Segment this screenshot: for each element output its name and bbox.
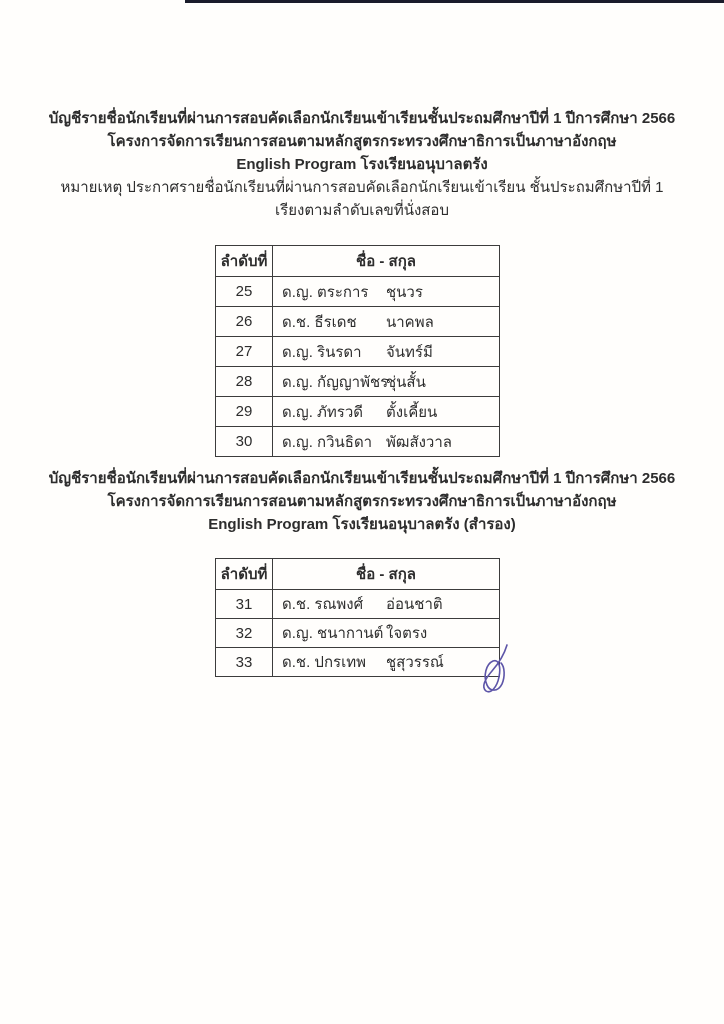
student-surname: พัฒสังวาล <box>386 433 452 451</box>
student-given-name: ด.ญ. ภัทรวดี <box>282 403 364 421</box>
table-row <box>216 276 499 306</box>
student-given-name: ด.ช. ปกรเทพ <box>282 654 366 671</box>
column-header-name: ชื่อ - สกุล <box>356 566 416 583</box>
note-line-2: เรียงตามลำดับเลขที่นั่งสอบ <box>275 202 449 219</box>
student-given-name: ด.ช. รณพงศ์ <box>282 596 364 613</box>
table-row <box>216 589 499 618</box>
column-header-number: ลำดับที่ <box>216 559 273 589</box>
results-table-main <box>215 245 500 457</box>
column-header-name: ชื่อ - สกุล <box>356 253 416 270</box>
student-given-name: ด.ช. ธีรเดช <box>282 313 357 331</box>
scan-edge-artifact <box>185 0 724 3</box>
student-surname: ใจตรง <box>386 625 428 642</box>
row-number: 29 <box>216 397 273 426</box>
announcement-header-1 <box>0 107 724 222</box>
row-number: 30 <box>216 427 273 456</box>
column-header-number: ลำดับที่ <box>216 246 273 276</box>
table-row <box>216 336 499 366</box>
table-row <box>216 396 499 426</box>
row-number: 27 <box>216 337 273 366</box>
title-line-1: บัญชีรายชื่อนักเรียนที่ผ่านการสอบคัดเลือกนักเรียนเข้าเรียนชั้นประถมศึกษาปีที่ 1 ปีการศึกษา 2566 <box>48 470 676 487</box>
student-given-name: ด.ญ. กวินธิดา <box>282 433 373 451</box>
signature-scribble <box>477 643 513 695</box>
table-row <box>216 618 499 647</box>
row-number: 31 <box>216 590 273 618</box>
title-line-2: โครงการจัดการเรียนการสอนตามหลักสูตรกระทรวงศึกษาธิการเป็นภาษาอังกฤษ <box>107 133 617 150</box>
table-row <box>216 647 499 676</box>
table-header-row <box>216 246 499 276</box>
row-number: 28 <box>216 367 273 396</box>
student-surname: นาคพล <box>386 313 434 331</box>
row-number: 26 <box>216 307 273 336</box>
student-given-name: ด.ญ. กัญญาพัชร <box>282 373 389 391</box>
title-line-3: English Program โรงเรียนอนุบาลตรัง <box>236 156 488 173</box>
student-surname: ชุนวร <box>386 283 423 301</box>
student-surname: ตั้งเคี้ยน <box>386 403 438 421</box>
note-line-1: หมายเหตุ ประกาศรายชื่อนักเรียนที่ผ่านการสอบคัดเลือกนักเรียนเข้าเรียน ชั้นประถมศึกษาปีที่ 1 <box>60 179 664 196</box>
student-surname: จันทร์มี <box>386 343 433 361</box>
announcement-header-2 <box>0 467 724 536</box>
student-given-name: ด.ญ. รินรดา <box>282 343 362 361</box>
table-header-row <box>216 559 499 589</box>
title-line-1: บัญชีรายชื่อนักเรียนที่ผ่านการสอบคัดเลือกนักเรียนเข้าเรียนชั้นประถมศึกษาปีที่ 1 ปีการศึกษา 2566 <box>48 110 676 127</box>
student-surname: ชูสุวรรณ์ <box>386 654 444 671</box>
student-given-name: ด.ญ. ชนากานต์ <box>282 625 384 642</box>
title-line-2: โครงการจัดการเรียนการสอนตามหลักสูตรกระทรวงศึกษาธิการเป็นภาษาอังกฤษ <box>107 493 617 510</box>
student-given-name: ด.ญ. ตระการ <box>282 283 369 301</box>
student-surname: อ่อนชาติ <box>386 596 443 613</box>
row-number: 33 <box>216 648 273 676</box>
student-surname: ชุ่นสั้น <box>386 373 426 391</box>
row-number: 32 <box>216 619 273 647</box>
table-row <box>216 426 499 456</box>
table-row <box>216 366 499 396</box>
row-number: 25 <box>216 277 273 306</box>
table-row <box>216 306 499 336</box>
title-line-3: English Program โรงเรียนอนุบาลตรัง (สำรอง) <box>208 516 516 533</box>
results-table-reserve <box>215 558 500 677</box>
